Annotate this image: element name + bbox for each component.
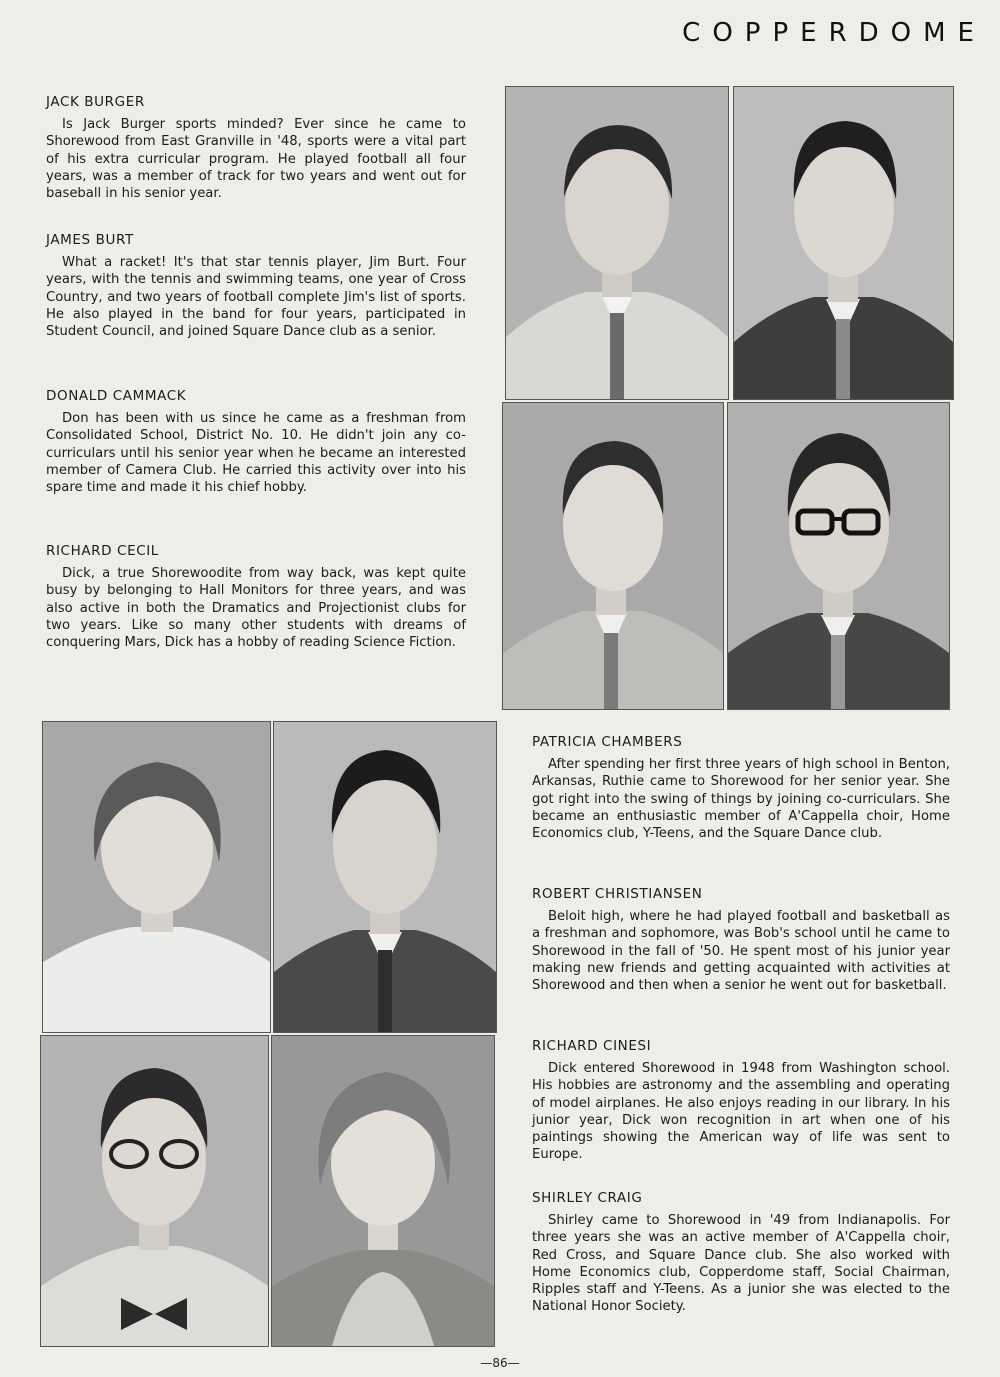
entry-donald-cammack bbox=[46, 388, 466, 496]
student-bio: Don has been with us since he came as a freshman from Consolidated School, District No. 10. He didn't join any co-curriculars until his senior year when he became an interested member of Camera Club. He carried this activity over into his spare time and made it his chief hobby. bbox=[46, 411, 466, 496]
student-bio: Dick entered Shorewood in 1948 from Washington school. His hobbies are astronomy and the assembling and operating of model airplanes. He also enjoys reading in our library. In his junior year, Dick won recognition in art when one of his paintings showing the American way of life was sent to Europe. bbox=[532, 1061, 950, 1163]
portrait-photo-shirley-craig bbox=[271, 1035, 495, 1347]
student-bio: After spending her first three years of high school in Benton, Arkansas, Ruthie came to Shorewood for her senior year. She got right into the swing of things by joining co-curriculars. She became an enthusiastic member of A'Cappella choir, Home Economics club, Y-Teens, and the Square Dance club. bbox=[532, 757, 950, 842]
portrait-silhouette bbox=[274, 722, 496, 1032]
student-bio: What a racket! It's that star tennis player, Jim Burt. Four years, with the tennis and swimming teams, one year of Cross Country, and two years of football complete Jim's list of sports. He also played in the band for four years, participated in Student Council, and joined Square Dance club as a senior. bbox=[46, 255, 466, 340]
portrait-photo-james-burt bbox=[733, 86, 954, 400]
student-bio: Beloit high, where he had played football and basketball as a freshman and sophomore, was Bob's school until he came to Shorewood in the fall of '50. He spent most of his junior year making new friends and getting acquainted with activities at Shorewood and then when a senior he went out for basketball. bbox=[532, 909, 950, 994]
portrait-silhouette bbox=[728, 403, 949, 709]
portrait-silhouette bbox=[734, 87, 953, 399]
yearbook-title: COPPERDOME bbox=[682, 18, 986, 48]
student-name: RICHARD CECIL bbox=[46, 543, 159, 559]
entry-shirley-craig bbox=[532, 1190, 950, 1316]
portrait-photo-robert-christiansen bbox=[273, 721, 497, 1033]
portrait-photo-richard-cinesi bbox=[40, 1035, 269, 1347]
portrait-silhouette bbox=[41, 1036, 268, 1346]
portrait-photo-richard-cecil bbox=[727, 402, 950, 710]
portrait-photo-donald-cammack bbox=[502, 402, 724, 710]
student-name: ROBERT CHRISTIANSEN bbox=[532, 886, 703, 902]
portrait-silhouette bbox=[43, 722, 270, 1032]
page-number: —86— bbox=[480, 1356, 520, 1370]
portrait-silhouette bbox=[503, 403, 723, 709]
student-name: RICHARD CINESI bbox=[532, 1038, 652, 1054]
entry-richard-cecil bbox=[46, 543, 466, 651]
student-bio: Shirley came to Shorewood in '49 from Indianapolis. For three years she was an active member of A'Cappella choir, Red Cross, and Square Dance club. She also worked with Home Economics club, Copperdome staff, Social Chairman, Ripples staff and Y-Teens. As a junior she was elected to the National Honor Society. bbox=[532, 1213, 950, 1315]
entry-richard-cinesi bbox=[532, 1038, 950, 1164]
entry-jack-burger bbox=[46, 94, 466, 202]
student-name: JAMES BURT bbox=[46, 232, 134, 248]
student-name: PATRICIA CHAMBERS bbox=[532, 734, 683, 750]
student-name: JACK BURGER bbox=[46, 94, 145, 110]
student-bio: Is Jack Burger sports minded? Ever since he came to Shorewood from East Granville in '48, sports were a vital part of his extra curricular program. He played football all four years, was a member of track for two years and went out for baseball in his senior year. bbox=[46, 117, 466, 202]
portrait-silhouette bbox=[272, 1036, 494, 1346]
portrait-photo-patricia-chambers bbox=[42, 721, 271, 1033]
student-name: DONALD CAMMACK bbox=[46, 388, 187, 404]
entry-patricia-chambers bbox=[532, 734, 950, 842]
entry-james-burt bbox=[46, 232, 466, 340]
portrait-photo-jack-burger bbox=[505, 86, 729, 400]
student-name: SHIRLEY CRAIG bbox=[532, 1190, 643, 1206]
portrait-silhouette bbox=[506, 87, 728, 399]
entry-robert-christiansen bbox=[532, 886, 950, 994]
student-bio: Dick, a true Shorewoodite from way back, was kept quite busy by belonging to Hall Monitors for three years, and was also active in both the Dramatics and Projectionist clubs for two years. Like so many other students with dreams of conquering Mars, Dick has a hobby of reading Science Fiction. bbox=[46, 566, 466, 651]
